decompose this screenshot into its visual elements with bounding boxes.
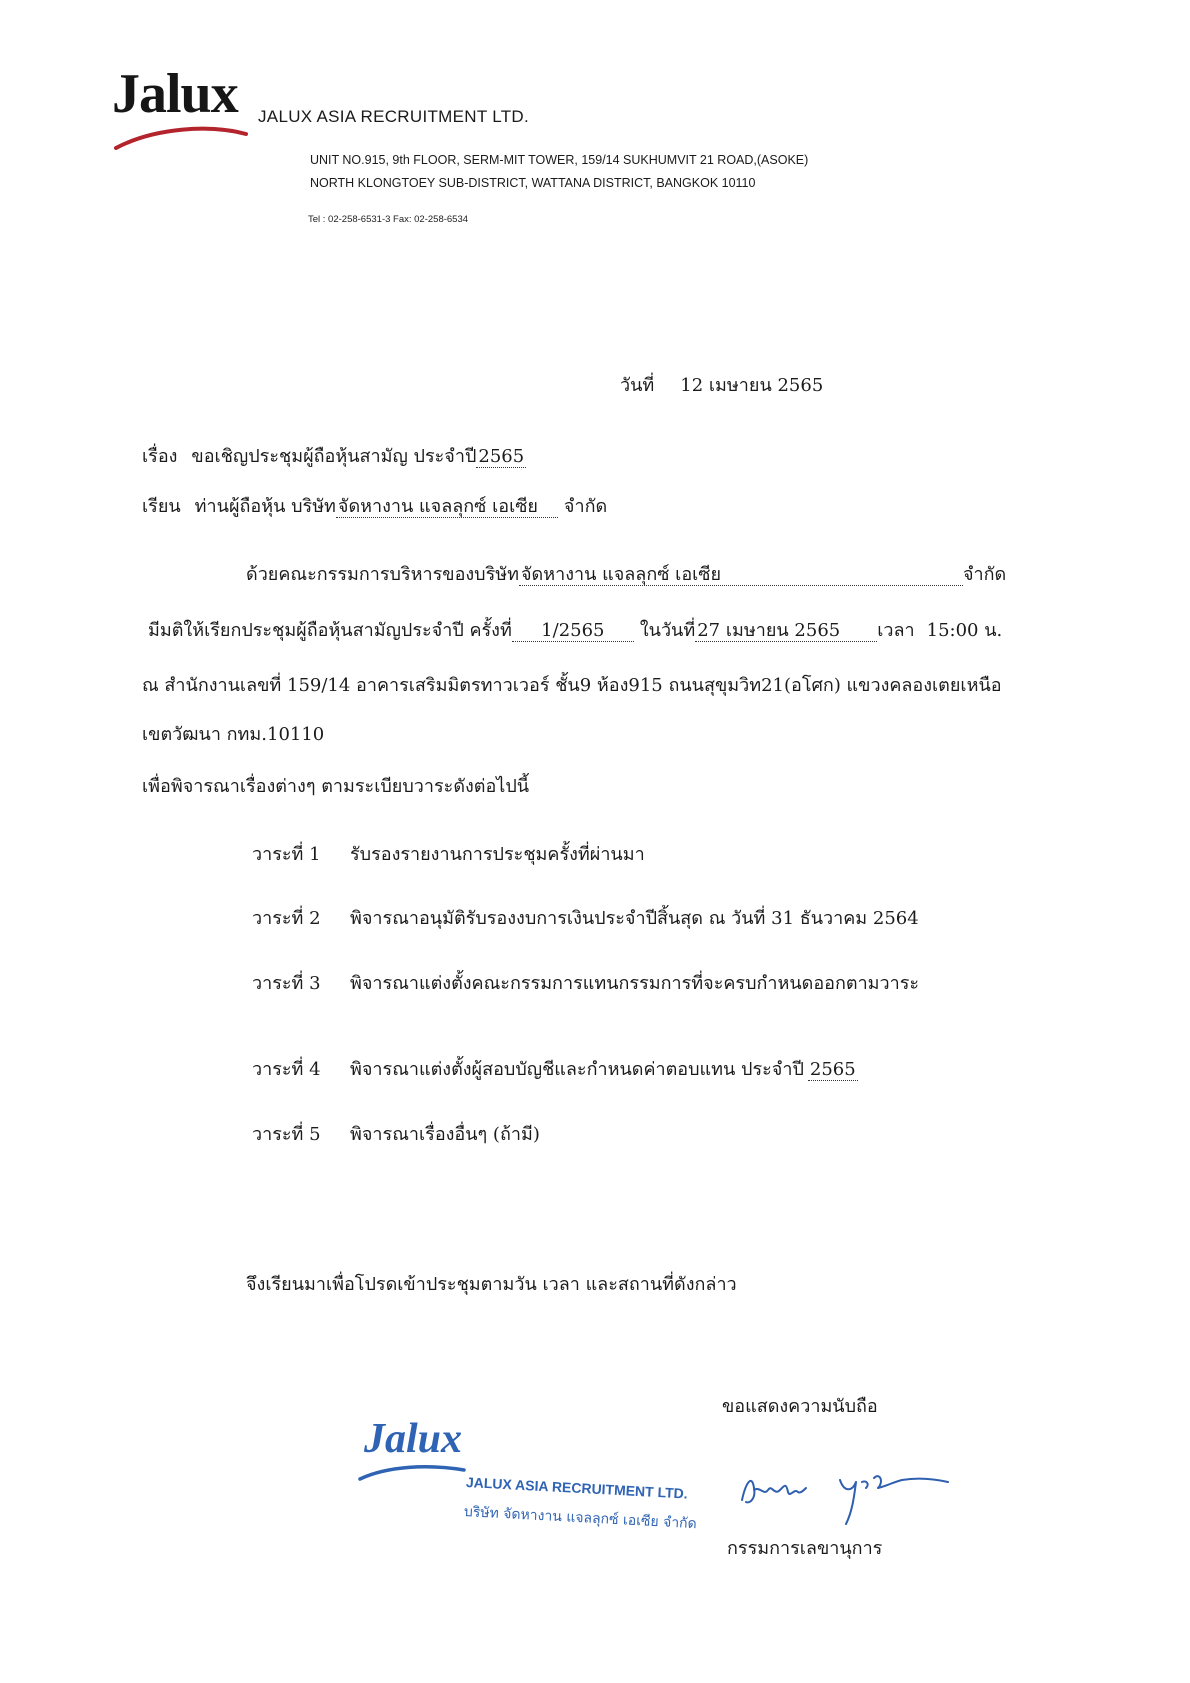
agenda-number: วาระที่ 3 [252,973,321,994]
meeting-number: 1/2565 [512,622,634,642]
p2-lead: มีมติให้เรียกประชุมผู้ถือหุ้นสามัญประจำปี ครั้งที่ [148,620,512,641]
subject-label: เรื่อง [142,446,178,467]
stamp-name-en: JALUX ASIA RECRUITMENT LTD. [465,1474,689,1502]
body-paragraph-1 [246,566,1006,586]
agenda-text: รับรองรายงานการประชุมครั้งที่ผ่านมา [350,844,645,865]
recipient-company: จัดหางาน แจลลุกซ์ เอเซีย [336,498,558,518]
stamp-swoosh-icon [358,1462,468,1482]
subject-line [142,448,526,468]
body-paragraph-5: เพื่อพิจารณาเรื่องต่างๆ ตามระเบียบวาระดังต่อไปนี้ [142,776,530,797]
agenda-text: พิจารณาเรื่องอื่นๆ (ถ้ามี) [350,1124,540,1145]
p2-time-label: เวลา [877,620,915,641]
signatory-title: กรรมการเลขานุการ [727,1538,883,1559]
date-value: 12 เมษายน 2565 [680,375,824,396]
agenda-number: วาระที่ 4 [252,1059,321,1080]
agenda-text: พิจารณาแต่งตั้งคณะกรรมการแทนกรรมการที่จะครบกำหนดออกตามวาระ [350,973,920,994]
p1-lead: ด้วยคณะกรรมการบริหารของบริษัท [246,564,519,585]
body-paragraph-2 [148,622,1002,642]
agenda-number: วาระที่ 5 [252,1124,321,1145]
agenda-text [350,1061,858,1081]
subject-year: 2565 [478,446,525,467]
recipient-suffix: จำกัด [563,496,608,517]
date-label: วันที่ [620,375,655,396]
body-paragraph-3: ณ สำนักงานเลขที่ 159/14 อาคารเสริมมิตรทาวเวอร์ ชั้น9 ห้อง915 ถนนสุขุมวิท21(อโศก) แขวงคลองเตยเหนือ [142,675,1002,696]
logo-wordmark: Jalux [112,63,238,125]
subject-text: ขอเชิญประชุมผู้ถือหุ้นสามัญ ประจำปี [191,446,477,467]
address-line-1: UNIT NO.915, 9th FLOOR, SERM-MIT TOWER, 159/14 SUKHUMVIT 21 ROAD,(ASOKE) [310,153,809,167]
recipient-line [142,498,607,518]
tel-fax: Tel : 02-258-6531-3 Fax: 02-258-6534 [308,214,469,225]
address-line-2: NORTH KLONGTOEY SUB-DISTRICT, WATTANA DISTRICT, BANGKOK 10110 [310,176,756,190]
meeting-time: 15:00 น. [926,620,1003,641]
company-stamp [358,1418,718,1538]
agenda-number: วาระที่ 1 [252,844,321,865]
handwritten-signature [734,1452,964,1532]
body-paragraph-4: เขตวัฒนา กทม.10110 [142,724,325,745]
stamp-wordmark: Jalux [364,1416,463,1462]
agenda-text: พิจารณาอนุมัติรับรองงบการเงินประจำปีสิ้นสุด ณ วันที่ 31 ธันวาคม 2564 [350,908,919,929]
regards: ขอแสดงความนับถือ [722,1396,878,1417]
p1-suffix: จำกัด [963,564,1007,585]
agenda-number: วาระที่ 2 [252,908,321,929]
company-logo [112,63,252,158]
letter-date [620,377,823,395]
closing-sentence: จึงเรียนมาเพื่อโปรดเข้าประชุมตามวัน เวลา และสถานที่ดังกล่าว [246,1274,737,1295]
recipient-text: ท่านผู้ถือหุ้น บริษัท [194,496,336,517]
agenda-4-text: พิจารณาแต่งตั้งผู้สอบบัญชีและกำหนดค่าตอบแทน ประจำปี [350,1059,804,1080]
stamp-name-th: บริษัท จัดหางาน แจลลุกซ์ เอเซีย จำกัด [463,1504,698,1533]
agenda-4-year: 2565 [809,1059,856,1080]
p2-on-date: ในวันที่ [639,620,696,641]
logo-swoosh-icon [114,122,249,152]
recipient-label: เรียน [142,496,181,517]
meeting-date: 27 เมษายน 2565 [695,622,877,642]
p1-company: จัดหางาน แจลลุกซ์ เอเซีย [519,566,963,586]
company-name: JALUX ASIA RECRUITMENT LTD. [258,107,530,126]
